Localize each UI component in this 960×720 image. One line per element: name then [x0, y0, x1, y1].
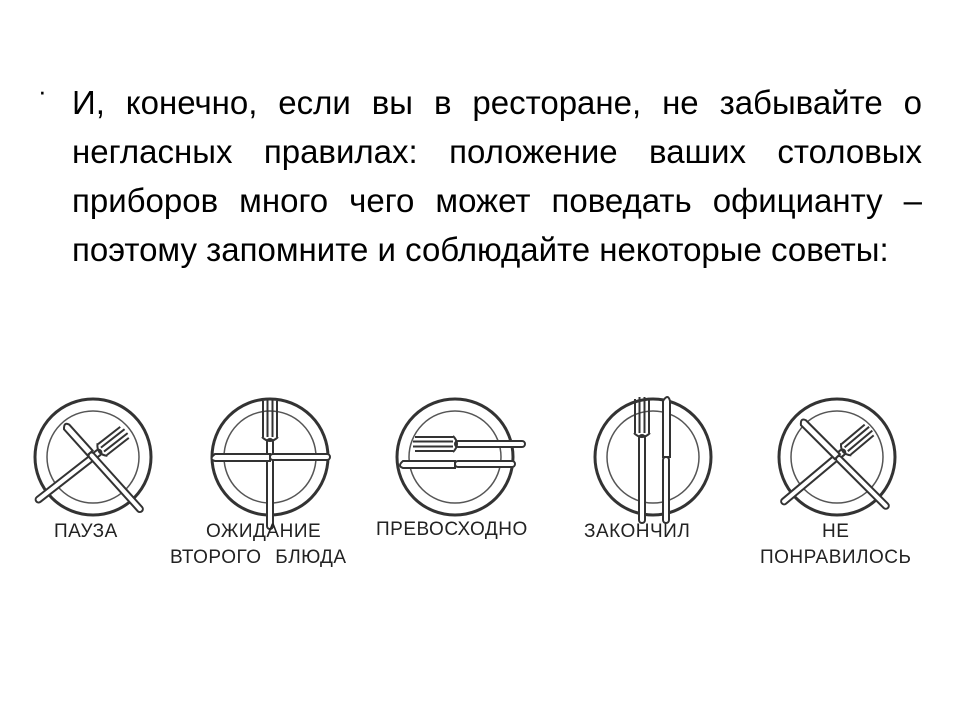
- caption-disliked-line2: ПОНРАВИЛОСЬ: [760, 547, 912, 568]
- plate-disliked-drawing: [762, 382, 912, 532]
- plate-finished-drawing: [578, 382, 728, 532]
- caption-pause: ПАУЗА: [54, 521, 118, 542]
- cutlery-etiquette-figure: [0, 370, 960, 600]
- plate-disliked: [762, 382, 912, 532]
- fork-icon: [413, 436, 525, 452]
- plate-pause: [18, 382, 168, 532]
- plate-pause-drawing: [18, 382, 168, 532]
- body-paragraph: И, конечно, если вы в ресторане, не забывайте о негласных правилах: положение ваших столовых приборов много чего может поведать официанту – поэтому запомните и соблюдайте некоторые советы:: [72, 84, 922, 268]
- knife-icon: [400, 461, 515, 468]
- knife-icon: [212, 454, 331, 461]
- caption-disliked-line1: НЕ: [822, 521, 850, 542]
- caption-excellent: ПРЕВОСХОДНО: [376, 519, 528, 540]
- bullet-marker: ·: [38, 76, 47, 106]
- caption-waiting-line1: ОЖИДАНИЕ: [206, 521, 322, 542]
- plate-finished: [578, 382, 728, 532]
- plate-excellent: [380, 382, 530, 532]
- fork-icon: [262, 399, 278, 529]
- plate-waiting-drawing: [195, 382, 345, 532]
- knife-icon: [663, 397, 670, 523]
- caption-finished: ЗАКОНЧИЛ: [584, 521, 691, 542]
- caption-waiting-line2: ВТОРОГО БЛЮДА: [170, 547, 347, 568]
- plate-waiting: [195, 382, 345, 532]
- fork-icon: [634, 397, 650, 523]
- plate-excellent-drawing: [380, 382, 530, 532]
